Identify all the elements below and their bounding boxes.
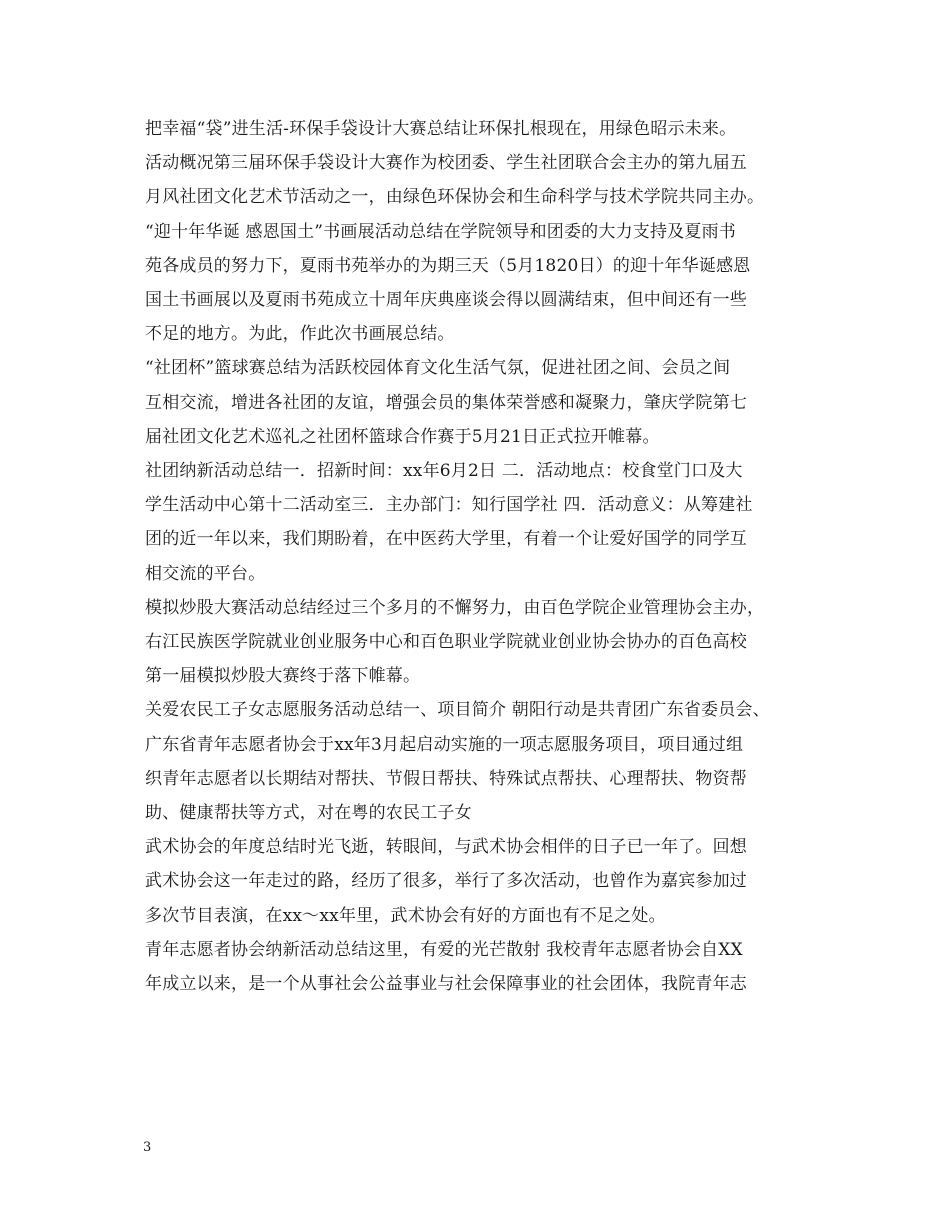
text-line: 活动概况第三届环保手袋设计大赛作为校团委、学生社团联合会主办的第九届五: [145, 153, 747, 174]
paragraph-stock-simulation: [145, 591, 845, 694]
text-line: 广东省青年志愿者协会于xx年3月起启动实施的一项志愿服务项目，项目通过组: [145, 734, 744, 755]
paragraph-migrant-children-volunteer: [145, 693, 845, 830]
text-line: 届社团文化艺术巡礼之社团杯篮球合作赛于5月21日正式拉开帷幕。: [145, 426, 660, 447]
text-line: 右江民族医学院就业创业服务中心和百色职业学院就业创业协会协办的百色高校: [145, 632, 747, 653]
text-line: 关爱农民工子女志愿服务活动总结一、项目简介 朝阳行动是共青团广东省委员会、: [145, 700, 770, 721]
paragraph-youth-volunteer-recruitment: [145, 933, 845, 1001]
text-line: 青年志愿者协会纳新活动总结这里，有爱的光芒散射 我校青年志愿者协会自XX: [145, 939, 743, 960]
paragraph-eco-bag-contest: [145, 112, 845, 215]
text-line: 武术协会这一年走过的路，经历了很多，举行了多次活动，也曾作为嘉宾参加过: [145, 871, 747, 892]
text-line: 相交流的平台。: [145, 563, 266, 584]
text-line: 不足的地方。为此，作此次书画展总结。: [145, 324, 455, 345]
text-line: 武术协会的年度总结时光飞逝，转眼间，与武术协会相伴的日子已一年了。回想: [145, 837, 747, 858]
text-line: 模拟炒股大赛活动总结经过三个多月的不懈努力，由百色学院企业管理协会主办，: [145, 597, 765, 618]
text-line: 社团纳新活动总结一．招新时间：xx年6月2日 二．活动地点：校食堂门口及大: [145, 461, 743, 482]
text-line: 年成立以来，是一个从事社会公益事业与社会保障事业的社会团体，我院青年志: [145, 974, 747, 995]
paragraph-calligraphy-exhibition: [145, 215, 845, 352]
text-line: 互相交流，增进各社团的友谊，增强会员的集体荣誉感和凝聚力，肇庆学院第七: [145, 392, 747, 413]
page-number: 3: [143, 1140, 152, 1155]
text-line: 月风社团文化艺术节活动之一，由绿色环保协会和生命科学与技术学院共同主办。: [145, 187, 765, 208]
text-line: 多次节目表演，在xx～xx年里，武术协会有好的方面也有不足之处。: [145, 905, 666, 926]
text-line: 把幸福“袋”进生活-环保手袋设计大赛总结让环保扎根现在，用绿色昭示未来。: [145, 119, 737, 139]
document-body: [145, 112, 845, 1001]
text-line: “社团杯”篮球赛总结为活跃校园体育文化生活气氛，促进社团之间、会员之间: [145, 358, 731, 379]
text-line: 织青年志愿者以长期结对帮扶、节假日帮扶、特殊试点帮扶、心理帮扶、物资帮: [145, 768, 747, 789]
text-line: 第一届模拟炒股大赛终于落下帷幕。: [145, 666, 421, 687]
text-line: 学生活动中心第十二活动室三．主办部门：知行国学社 四．活动意义：从筹建社: [145, 495, 753, 516]
paragraph-martial-arts-association: [145, 830, 845, 933]
text-line: 国土书画展以及夏雨书苑成立十周年庆典座谈会得以圆满结束，但中间还有一些: [145, 290, 747, 311]
text-line: 苑各成员的努力下，夏雨书苑举办的为期三天（5月1820日）的迎十年华诞感恩: [145, 255, 751, 276]
text-line: 助、健康帮扶等方式，对在粤的农民工子女: [145, 803, 472, 824]
paragraph-club-recruitment: [145, 454, 845, 591]
text-line: “迎十年华诞 感恩国土”书画展活动总结在学院领导和团委的大力支持及夏雨书: [145, 221, 736, 242]
paragraph-basketball-cup: [145, 351, 845, 454]
text-line: 团的近一年以来，我们期盼着，在中医药大学里，有着一个让爱好国学的同学互: [145, 529, 747, 550]
